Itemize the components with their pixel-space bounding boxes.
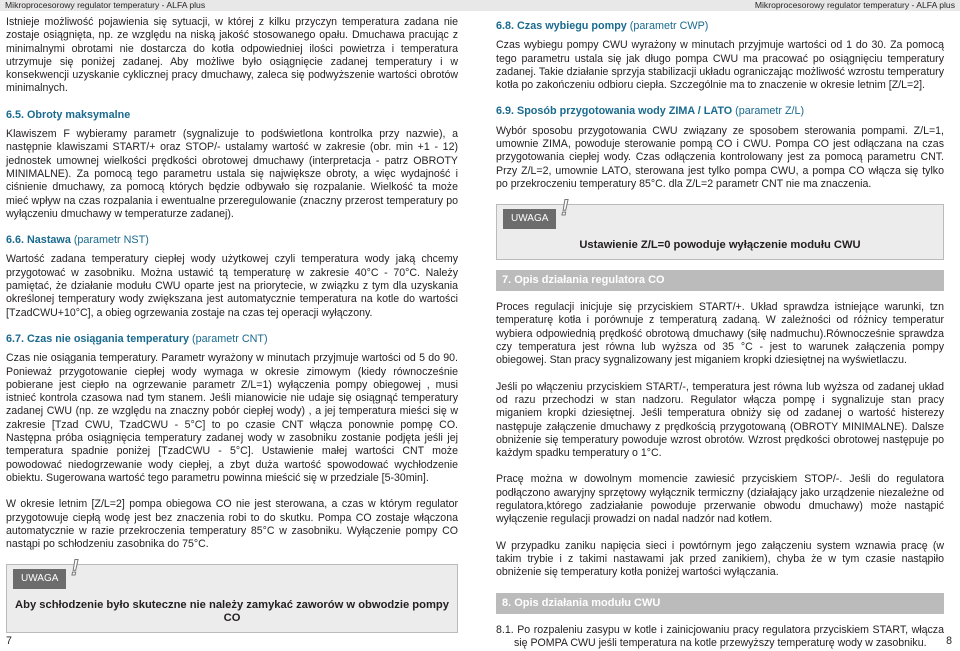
section-6-6-title-main: 6.6. Nastawa: [6, 234, 71, 247]
section-6-9-title-main: 6.9. Sposób przygotowania wody ZIMA / LATO: [496, 105, 733, 118]
section-7-p4: W przypadku zaniku napięcia sieci i powtórnym jego załączeniu system wznawia pracę (w takim trybie i z takimi nastawami jak przed zanikiem), chyba że w tym czasie nastąpiło obniżenie się temperatury kotła poniżej wartości wyłączania.: [496, 539, 944, 579]
warning-text: Ustawienie Z/L=0 powoduje wyłączenie modułu CWU: [579, 238, 861, 251]
left-column: [6, 16, 458, 643]
section-8-1-body: 8.1. Po rozpaleniu zasypu w kotle i zainicjowaniu pracy regulatora przyciskiem START, włącza się POMPA CWU jeśli temperatura na kotle przewyższy temperaturę wody w zasobniku.: [496, 623, 944, 650]
section-7-p1: Proces regulacji inicjuje się przyciskiem START/+. Układ sprawdza istniejące warunki, tzn temperaturę kotła i porównuje z temperaturą zadaną. W zależności od różnicy temperatur wybiera odpowiednią prędkość obrotową dmuchawy (siłę nadmuchu).Równocześnie sprawdza czy temperatura jest równa lub wyższa od 35 °C - jest to warunek załączenia pompy obiegowej. Stan pracy sygnalizowany jest miganiem kropki dziesiętnej na wyświetlaczu.: [496, 301, 944, 367]
intro-paragraph: Istnieje możliwość pojawienia się sytuacji, w której z kilku przyczyn temperatura zadana nie zostaje osiągnięta, np. ze względu na niską jakość stosowanego opału. Dmuchawa pracując z minimalnymi obrotami nie dostarcza do kotła odpowiedniej ilości powietrza i temperatura utrzymuje się poniżej zadanej. Aby możliwe było osiągnięcie zadanej temperatury i w konsekwencji uzyskanie cyklicznej pracy dmuchawy, zaleca się podwyższenie wartości obrotów minimalnych.: [6, 16, 458, 95]
warning-box: [6, 555, 458, 633]
exclamation-icon: !: [71, 555, 79, 581]
warning-tag: [503, 195, 569, 228]
section-6-5-title: 6.5. Obroty maksymalne: [6, 108, 131, 121]
section-6-7-body-1: Czas nie osiągania temperatury. Parametr wyrażony w minutach przyjmuje wartości od 5 do 90. Ponieważ przygotowanie ciepłej wody wymaga w okresie zimowym (kiedy równocześnie pobierane jest ciepło na ogrzewanie parametr Z/L=1) wyłączenia pompy obiegowej , musi istnieć kontrola czasowa nad tym stanem. Jeśli mianowicie nie udaje się osiągnąć temperatury zadanej CWU (np. ze względu na znaczny pobór ciepłej wody) , a jej temperatura mieści się w zakresie [Tzad CWU, TzadCWU - 5°C] to po czasie CNT włącza ponownie pompę CO. Następna próba osiągnięcia temperatury zadanej wody w zasobniku zostanie podjęta jeśli jej temperatura spadnie poniżej [TzadCWU - 5°C]. Ustawienie małej wartości CNT może powodować niedogrzewanie wody ciepłej, a zbyt duża wartość spowodować wychłodzenie obiektu. Sugerowana wartość tego parametru powinna mieścić się w przedziale [5-30min].: [6, 352, 458, 484]
right-page: [480, 0, 960, 651]
warning-tag-label: UWAGA: [21, 573, 59, 585]
section-6-6-title-suffix: (parametr NST): [73, 234, 149, 247]
exclamation-icon: !: [561, 195, 569, 221]
section-6-7-body-2: W okresie letnim [Z/L=2] pompa obiegowa CO nie jest sterowana, a czas w którym regulator przygotowuje ciepłą wodę jest bez znaczenia robi to do skutku. Pompa CO zostaje włączona automatycznie w razie przekroczenia temperatury 85°C w zasobniku. Wyłączenie pompy CO nastąpi po schłodzeniu zasobnika do 75°C.: [6, 498, 458, 551]
section-6-6-body: Wartość zadana temperatury ciepłej wody użytkowej czyli temperatura wody jaką chcemy przygotować w zasobniku. Można ustawić tą temperaturę w zakresie 40°C - 70°C. Należy pamiętać, że działanie modułu CWU oparte jest na priorytecie, w związku z tym dla uzyskania określonej temperatury wody zwiększana jest automatycznie temperatura na kotle do wartości [TzadCWU+10°C], a obieg ogrzewania zostaje na czas tej operacji wyłączony.: [6, 253, 458, 319]
section-6-7-title-suffix: (parametr CNT): [192, 332, 268, 345]
section-6-8-body: Czas wybiegu pompy CWU wyrażony w minutach przyjmuje wartości od 1 do 30. Za pomocą tego parametru ustala się jak długo pompa CWU ma pracować po osiągnięciu temperatury zadanej. Takie działanie sprzyja stabilizacji układu ograniczając możliwość wzrostu temperatury kotła po zakończeniu odbioru ciepła. Szczególnie ma to znaczenie w okresie letnim [Z/L=2].: [496, 39, 944, 92]
section-7-p2: Jeśli po włączeniu przyciskiem START/-, temperatura jest równa lub wyższa od zadanej układ od razu przechodzi w stan nadzoru. Regulator włącza pompę i sygnalizuje stan pracy miganiem kropki dziesiętnej. Jeśli temperatura obniży się od zadanej o wartość histerezy następuje załączenie dmuchawy z prędkością przygotowaną (OBROTY MINIMALNE). Dalsze obniżenie się temperatury powoduje wzrost obrotów. Wzrost prędkości obrotowej następuje po każdym spadku temperatury o 1°C.: [496, 380, 944, 460]
right-column: [496, 16, 944, 650]
page-header: Mikroprocesorowy regulator temperatury - ALFA plus: [0, 0, 480, 11]
section-6-9-body: Wybór sposobu przygotowania CWU związany ze sposobem sterowania pompami. Z/L=1, umownie ZIMA, powoduje sterowanie pompą CO i CWU. Pompa CO jest odłączana na czas przygotowania ciepłej wody. Czas odłączenia kontrolowany jest za pomocą parametru CNT. Przy Z/L=2, umownie LATO, sterowana jest tylko pompa CWU, a pompa CO włącza się tylko po przekroczeniu temperatury 85°C. dla Z/L=2 parametr CNT nie ma znaczenia.: [496, 124, 944, 190]
section-7-p3: Pracę można w dowolnym momencie zawiesić przyciskiem STOP/-. Jeśli do regulatora podłączono awaryjny sprzętowy wyłącznik termiczny (działający jako urządzenie niezależne od regulatora,którego zadziałanie powoduje przerwanie obwodu dmuchawy) może nastąpić wyłączenie regulacji prowadzi on nadal nadzór nad kotłem.: [496, 473, 944, 526]
warning-text: Aby schłodzenie było skuteczne nie należy zamykać zaworów w obwodzie pompy CO: [15, 598, 449, 624]
warning-tag-label: UWAGA: [511, 213, 549, 225]
page-number: 8: [946, 635, 952, 647]
page-header: Mikroprocesorowy regulator temperatury - ALFA plus: [480, 0, 960, 11]
section-6-7-title: [6, 333, 458, 346]
warning-box: [496, 195, 944, 260]
section-6-9-title-suffix: (parametr Z/L): [735, 105, 805, 118]
section-6-8-title-suffix: (parametr CWP): [629, 20, 709, 32]
section-7-band: 7. Opis działania regulatora CO: [496, 270, 944, 291]
section-6-5-body: Klawiszem F wybieramy parametr (sygnalizuje to podświetlona kontrolka przy nazwie), a następnie klawiszami START/+ oraz STOP/- ustalamy wartość w zakresie (obr. min +1 - 12) jednostek umownej wielkości prędkości obrotowej dmuchawy (interpretacja - patrz OBROTY MINIMALNE). Za pomocą tego parametru ustala się największe obroty, a więc wydajność i ciśnienie dmuchawy, za pomocą których będzie odbywało się rozpalanie. Wielkość ta może mieć wpływ na czas rozpalania i ewentualne przeregulowanie (znaczny przerost temperatury po wyłączeniu dmuchawy w temperaturze zadanej).: [6, 128, 458, 220]
section-6-6-title: [6, 234, 458, 247]
section-6-8-title: [496, 20, 944, 33]
section-6-8-title-main: 6.8. Czas wybiegu pompy: [496, 20, 627, 32]
page-number: 7: [6, 635, 12, 647]
section-6-9-title: [496, 105, 944, 118]
warning-tag: [13, 555, 79, 588]
section-6-7-title-main: 6.7. Czas nie osiągania temperatury: [6, 332, 190, 345]
section-8-band: 8. Opis działania modułu CWU: [496, 593, 944, 614]
